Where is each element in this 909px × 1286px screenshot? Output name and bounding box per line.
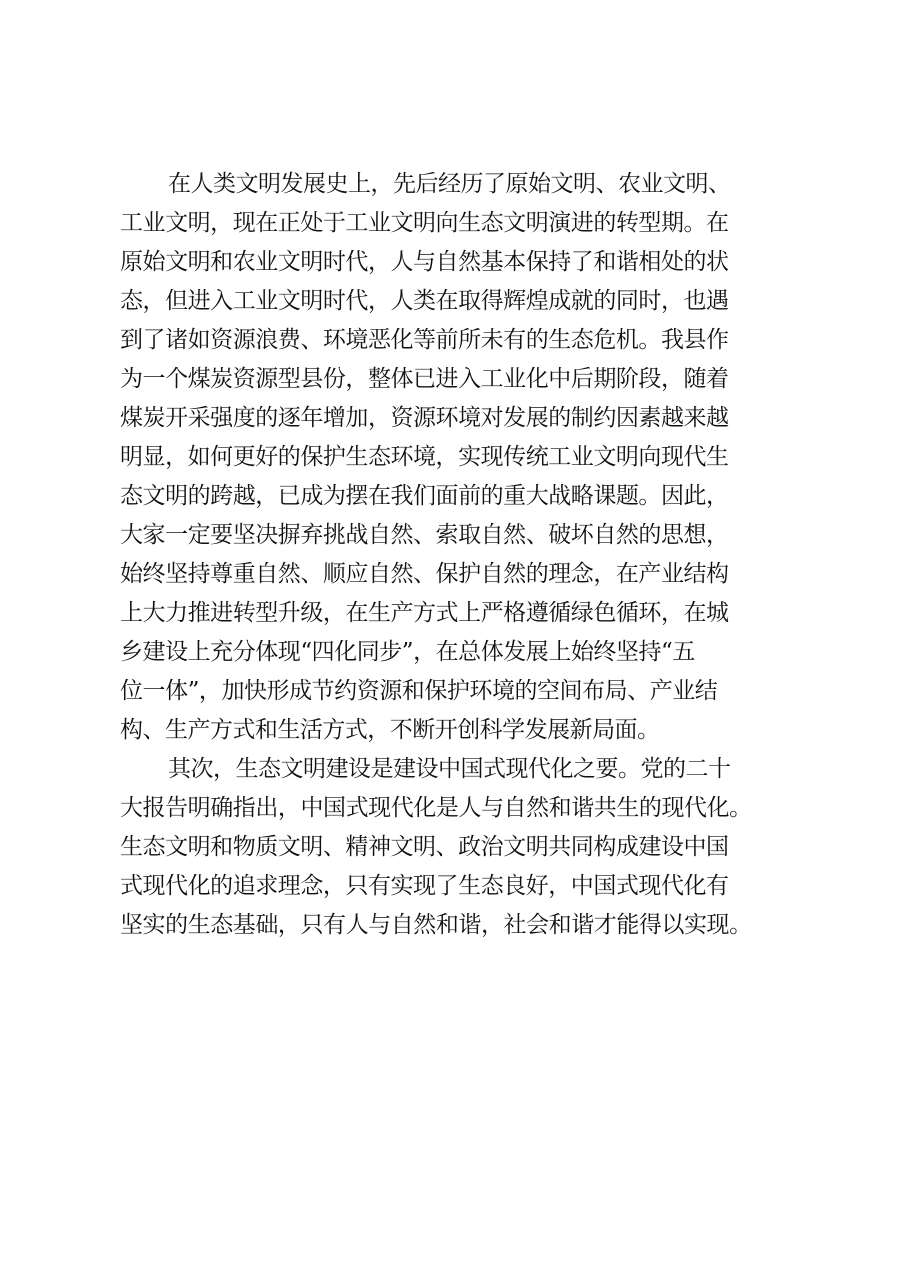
text-line: 始终坚持尊重自然、顺应自然、保护自然的理念，在产业结构 [120, 561, 729, 587]
text-line: 到了诸如资源浪费、环境恶化等前所未有的生态危机。我县作 [120, 327, 729, 353]
body-text [120, 165, 840, 945]
text-line: 其次，生态文明建设是建设中国式现代化之要。党的二十 [168, 756, 731, 782]
text-line: 煤炭开采强度的逐年增加，资源环境对发展的制约因素越来越 [120, 405, 729, 431]
text-line: 位一体”，加快形成节约资源和保护环境的空间布局、产业结 [120, 678, 718, 704]
text-line: 上大力推进转型升级，在生产方式上严格遵循绿色循环，在城 [120, 600, 729, 626]
text-line: 式现代化的追求理念，只有实现了生态良好，中国式现代化有 [120, 873, 729, 899]
text-line: 态，但进入工业文明时代，人类在取得辉煌成就的同时，也遇 [120, 288, 729, 314]
text-line: 大报告明确指出，中国式现代化是人与自然和谐共生的现代化。 [120, 795, 752, 821]
text-line: 在人类文明发展史上，先后经历了原始文明、农业文明、 [168, 171, 731, 197]
text-line: 原始文明和农业文明时代，人与自然基本保持了和谐相处的状 [120, 249, 729, 275]
text-line: 态文明的跨越，已成为摆在我们面前的重大战略课题。因此， [120, 483, 729, 509]
text-line: 工业文明，现在正处于工业文明向生态文明演进的转型期。在 [120, 210, 729, 236]
text-line: 大家一定要坚决摒弃挑战自然、索取自然、破坏自然的思想， [120, 522, 729, 548]
text-line: 构、生产方式和生活方式，不断开创科学发展新局面。 [120, 717, 660, 743]
text-line: 坚实的生态基础，只有人与自然和谐，社会和谐才能得以实现。 [120, 912, 752, 938]
text-line: 为一个煤炭资源型县份，整体已进入工业化中后期阶段，随着 [120, 366, 729, 392]
text-line: 生态文明和物质文明、精神文明、政治文明共同构成建设中国 [120, 834, 729, 860]
text-line: 乡建设上充分体现“四化同步”，在总体发展上始终坚持“五 [120, 639, 695, 665]
text-line: 明显，如何更好的保护生态环境，实现传统工业文明向现代生 [120, 444, 729, 470]
